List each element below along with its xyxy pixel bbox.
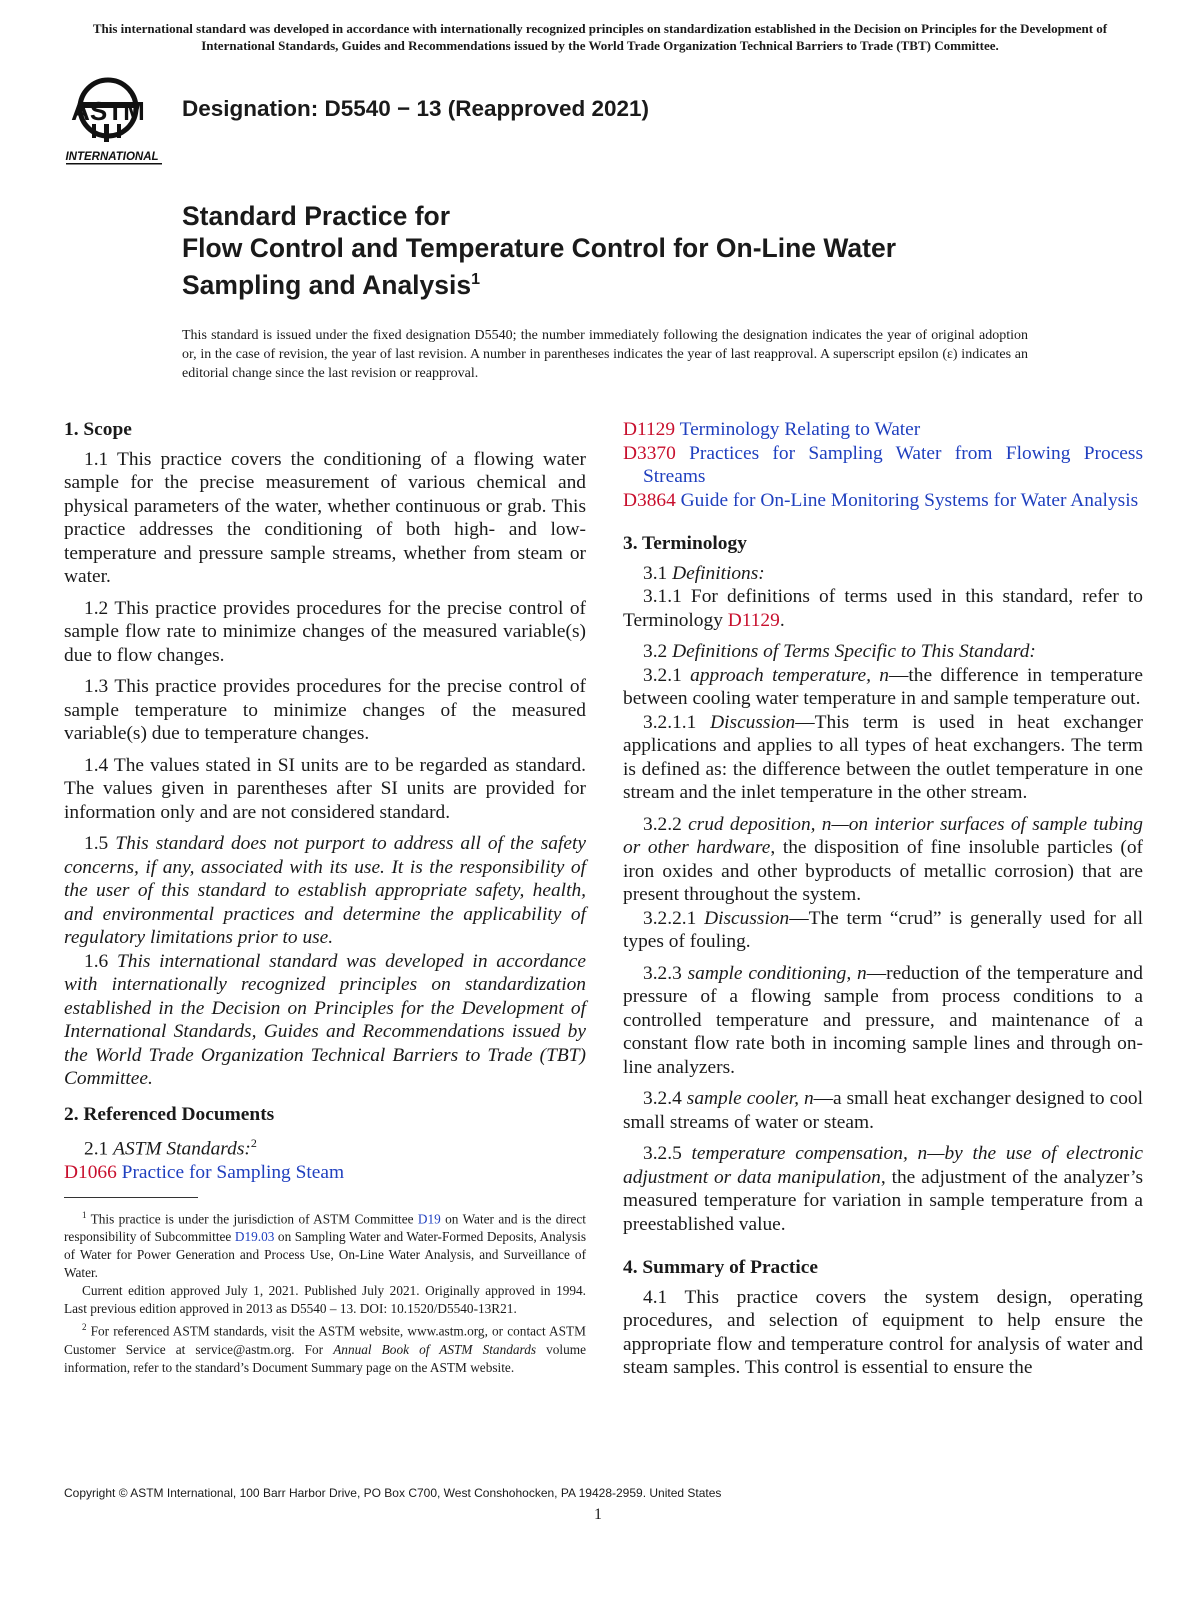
title-footnote-mark[interactable]: 1: [471, 271, 481, 288]
logo-subtext: INTERNATIONAL: [65, 151, 159, 163]
footnote-2: $^2$ For referenced ASTM standards, visit the ASTM website, www.astm.org, or contact ASTM Customer Service at service@astm.org. For Annual Book of ASTM Standards volume information, refer to the standard’s Document Summary page on the ASTM website.: [64, 1322, 586, 1375]
footnote-1-edition: Current edition approved July 1, 2021. Published July 2021. Originally approved in 1994. Last previous edition approved in 2013 as D5540 – 13. DOI: 10.1520/D5540-13R21.: [64, 1283, 586, 1317]
link-d1129[interactable]: D1129: [727, 609, 780, 631]
document-title: [182, 200, 896, 301]
para-1-6: 1.6 This international standard was developed in accordance with internationally recognized principles on standardization established in the Decision on Principles for the Development of International Standards, Guides and Recommendations issued by the World Trade Organization Technical Barriers to Trade (TBT) Committee.: [64, 950, 586, 1089]
summary-heading: 4. Summary of Practice: [623, 1257, 818, 1278]
designation: Designation: D5540 − 13 (Reapproved 2021): [182, 96, 650, 121]
logo-text: ASTM: [71, 96, 145, 126]
title-line-2: Flow Control and Temperature Control for On-Line Water: [182, 233, 897, 263]
para-2-1: 2.1 ASTM Standards:$^2$: [84, 1136, 257, 1160]
astm-logo-icon: [62, 72, 166, 168]
para-3-2-2: 3.2.2 crud deposition, n—on interior surfaces of sample tubing or other hardware, the disposition of fine insoluble particles (of iron oxides and other byproducts of metallic corrosion) that are present throughout the system.: [623, 813, 1143, 905]
title-line-3: Sampling and Analysis$^1$: [182, 269, 481, 300]
page-number: 1: [594, 1506, 602, 1523]
terminology-heading: 3. Terminology: [623, 533, 747, 554]
footnote-1: $^1$ This practice is under the jurisdiction of ASTM Committee D19 on Water and is the direct responsibility of Subcommittee D19.03 on Sampling Water and Water-Formed Deposits, Analysis of Water for Power Generation and Process Use, On-Line Water Analysis, and Surveillance of Water.: [64, 1210, 587, 1281]
ref-d3370[interactable]: D3370 Practices for Sampling Water from Flowing Process Streams: [623, 442, 1143, 487]
astm-logo: [62, 72, 166, 168]
footnote-rule: [64, 1197, 198, 1198]
para-3-1-1: 3.1.1 For definitions of terms used in this standard, refer to Terminology D1129.: [623, 586, 1143, 631]
para-3-1: 3.1 Definitions:: [643, 562, 765, 584]
para-3-2-4: 3.2.4 sample cooler, n—a small heat exchanger designed to cool small streams of water or steam.: [623, 1088, 1143, 1133]
title-line-1: Standard Practice for: [182, 201, 451, 231]
ref-d1066[interactable]: D1066 Practice for Sampling Steam: [64, 1161, 345, 1183]
para-4-1: 4.1 This practice covers the system design, operating procedures, and selection of equipment to help ensure the appropriate flow and temperature control for analysis of water and steam samples. This control is essential to ensure the: [623, 1286, 1143, 1378]
para-3-2-3: 3.2.3 sample conditioning, n—reduction of the temperature and pressure of a flowing sample from process conditions to a controlled temperature and pressure, and maintenance of a constant flow rate both in incoming sample lines and through on-line analyzers.: [623, 962, 1143, 1078]
wto-notice: This international standard was developed in accordance with internationally recognized principles on standardization established in the Decision on Principles for the Development of International Standards, Guides and Recommendations issued by the World Trade Organization Technical Barriers to Trade (TBT) Committee.: [92, 21, 1108, 53]
link-d19[interactable]: D19: [417, 1211, 441, 1227]
link-d19-03[interactable]: D19.03: [234, 1229, 275, 1245]
issue-note: This standard is issued under the fixed designation D5540; the number immediately following the designation indicates the year of original adoption or, in the case of revision, the year of last revision. A number in parentheses indicates the year of last reapproval. A superscript epsilon (ε) indicates an editorial change since the last revision or reapproval.: [182, 328, 1028, 381]
para-3-2: 3.2 Definitions of Terms Specific to This Standard:: [643, 641, 1036, 662]
para-3-2-5: 3.2.5 temperature compensation, n—by the use of electronic adjustment or data manipulation, the adjustment of the analyzer’s measured temperature for variation in sample temperature from a preestablished value.: [623, 1143, 1143, 1235]
para-1-1: 1.1 This practice covers the conditioning of a flowing water sample for the precise measurement of various chemical and physical parameters of the water, whether continuous or grab. This practice addresses the conditioning of both high- and low-temperature and pressure sample streams, whether from steam or water.: [64, 448, 586, 587]
right-column: [623, 418, 1143, 1388]
scope-heading: 1. Scope: [64, 419, 132, 440]
para-3-2-1: 3.2.1 approach temperature, n—the difference in temperature between cooling water temperature in and sample temperature out.: [623, 664, 1143, 709]
para-3-2-1-1: 3.2.1.1 Discussion—This term is used in heat exchanger applications and applies to all types of heat exchangers. The term is defined as: the difference between the outlet temperature in one stream and the inlet temperature in the other stream.: [623, 711, 1143, 803]
para-1-5: 1.5 This standard does not purport to address all of the safety concerns, if any, associated with its use. It is the responsibility of the user of this standard to establish appropriate safety, health, and environmental practices and determine the applicability of regulatory limitations prior to use.: [64, 833, 586, 948]
footnotes: [64, 1206, 586, 1377]
para-1-4: 1.4 The values stated in SI units are to be regarded as standard. The values given in parentheses after SI units are provided for information only and are not considered standard.: [64, 754, 586, 823]
referenced-heading: 2. Referenced Documents: [64, 1103, 275, 1125]
left-column: [64, 418, 586, 1184]
para-3-2-2-1: 3.2.2.1 Discussion—The term “crud” is generally used for all types of fouling.: [623, 907, 1143, 952]
ref-d1129[interactable]: D1129 Terminology Relating to Water: [623, 419, 921, 440]
copyright-line: Copyright © ASTM International, 100 Barr Harbor Drive, PO Box C700, West Conshohocken, PA 19428-2959. United States: [64, 1486, 722, 1500]
ref-d3864[interactable]: D3864 Guide for On-Line Monitoring Systems for Water Analysis: [623, 489, 1139, 511]
para-1-3: 1.3 This practice provides procedures for the precise control of sample temperature to minimize changes of the measured variable(s) due to temperature changes.: [64, 676, 586, 744]
para-1-2: 1.2 This practice provides procedures for the precise control of sample flow rate to minimize changes of the measured variable(s) due to flow changes.: [64, 597, 586, 666]
